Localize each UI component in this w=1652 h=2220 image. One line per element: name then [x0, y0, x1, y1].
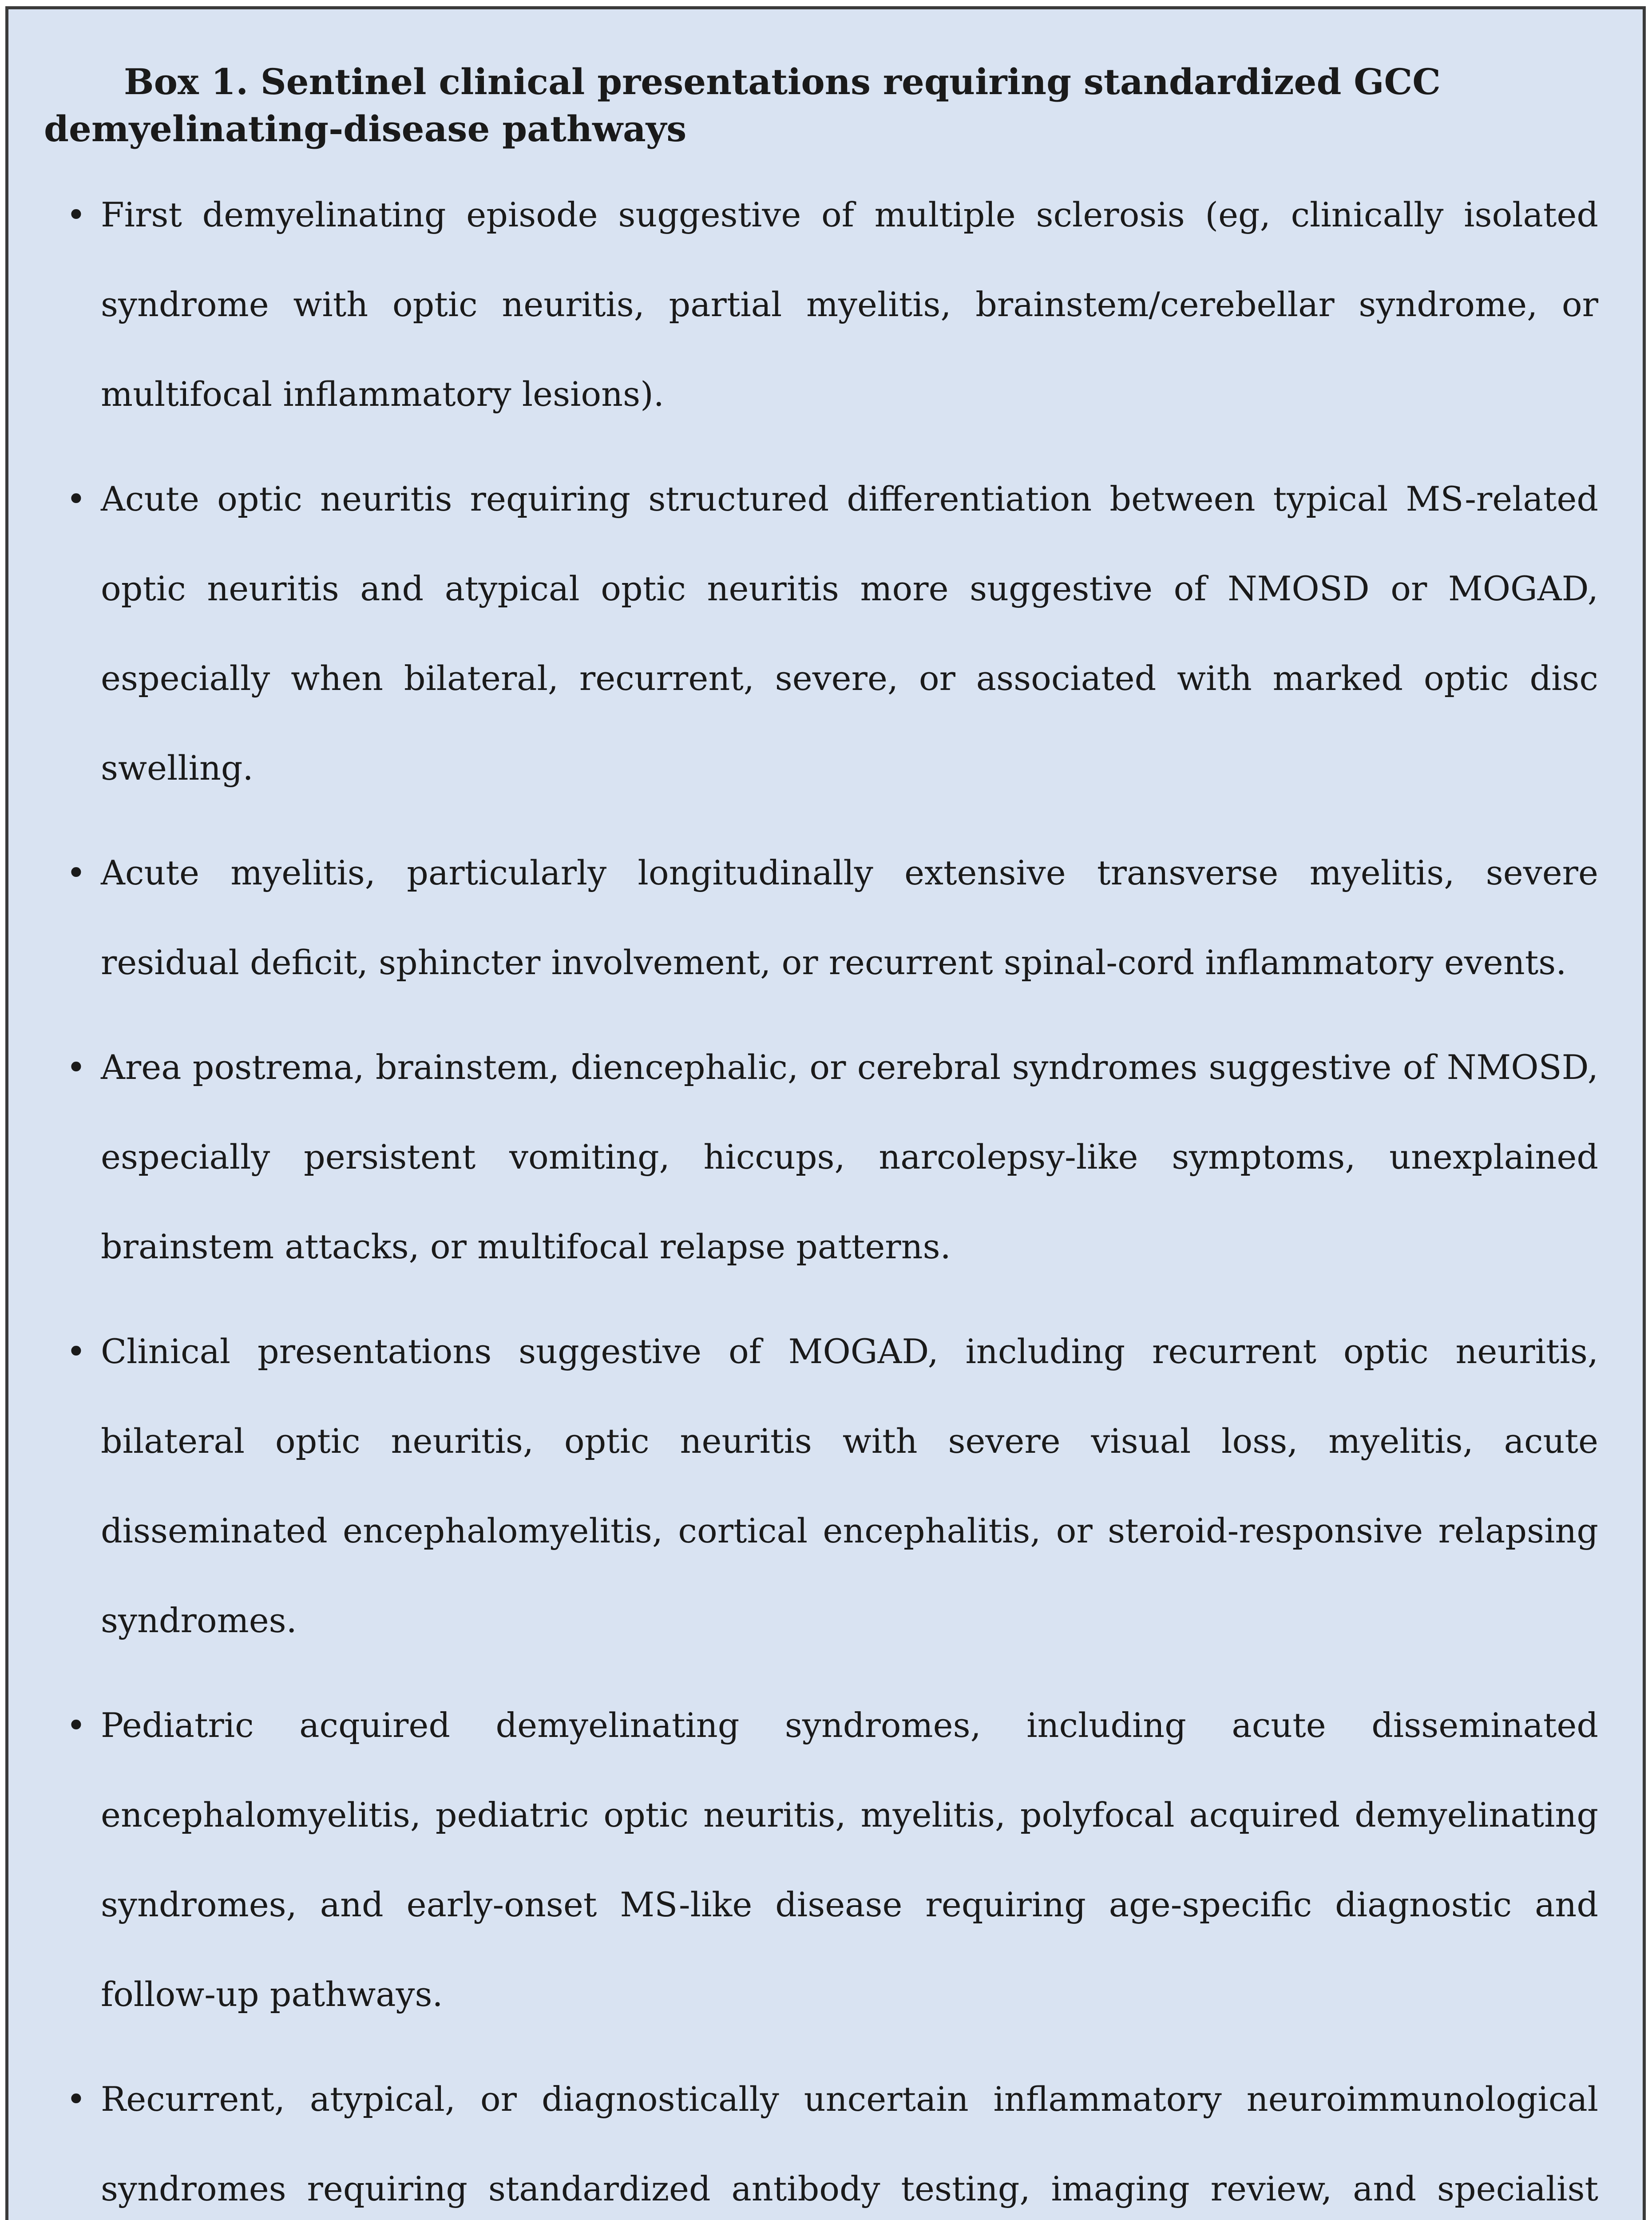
list-item — [44, 1023, 1598, 1292]
list-item-text: Area postrema, brainstem, diencephalic, or cerebral syndromes suggestive of NMOSD, especially persistent vomiting, hiccups, narcolepsy-like symptoms, unexplained brainstem attacks, or multifocal relapse patterns. — [101, 1047, 1598, 1266]
list-item-text: Recurrent, atypical, or diagnostically uncertain inflammatory neuroimmunological syndromes requiring standardized antibody testing, imaging review, and specialist — [101, 2079, 1598, 2208]
bullet-icon: • — [66, 853, 86, 892]
list-item-text: Acute optic neuritis requiring structured differentiation between typical MS-related optic neuritis and atypical optic neuritis more suggestive of NMOSD or MOGAD, especially when bilateral, recurrent, severe, or associated with marked optic disc swelling. — [101, 479, 1598, 788]
bullet-icon: • — [66, 195, 86, 234]
box-title: Box 1. Sentinel clinical presentations requiring standardized GCC demyelinating-disease pathways — [44, 61, 1441, 150]
list-item — [44, 1681, 1598, 2039]
presentation-list — [44, 170, 1598, 2220]
list-item-text: Clinical presentations suggestive of MOGAD, including recurrent optic neuritis, bilateral optic neuritis, optic neuritis with severe visual loss, myelitis, acute disseminated encephalomyelitis, cortical encephalitis, or steroid-responsive relapsing syndromes. — [101, 1332, 1598, 1640]
list-item — [44, 828, 1598, 1007]
list-item — [44, 454, 1598, 813]
list-item-text: Acute myelitis, particularly longitudinally extensive transverse myelitis, severe residual deficit, sphincter involvement, or recurrent spinal-cord inflammatory events. — [101, 853, 1598, 982]
list-item — [44, 1307, 1598, 1665]
bullet-icon: • — [66, 2079, 86, 2119]
bullet-icon: • — [66, 1705, 86, 1745]
bullet-icon: • — [66, 479, 86, 519]
bullet-icon: • — [66, 1332, 86, 1371]
sentinel-box — [5, 6, 1646, 2220]
list-item — [44, 2054, 1598, 2220]
bullet-icon: • — [66, 1047, 86, 1087]
list-item-text: Pediatric acquired demyelinating syndromes, including acute disseminated encephalomyelitis, pediatric optic neuritis, myelitis, polyfocal acquired demyelinating syndromes, and early-onset MS-like disease requiring age-specific diagnostic and follow-up pathways. — [101, 1705, 1598, 2014]
list-item-text: First demyelinating episode suggestive of multiple sclerosis (eg, clinically isolated syndrome with optic neuritis, partial myelitis, brainstem/cerebellar syndrome, or multifocal inflammatory lesions). — [101, 195, 1598, 414]
list-item — [44, 170, 1598, 439]
